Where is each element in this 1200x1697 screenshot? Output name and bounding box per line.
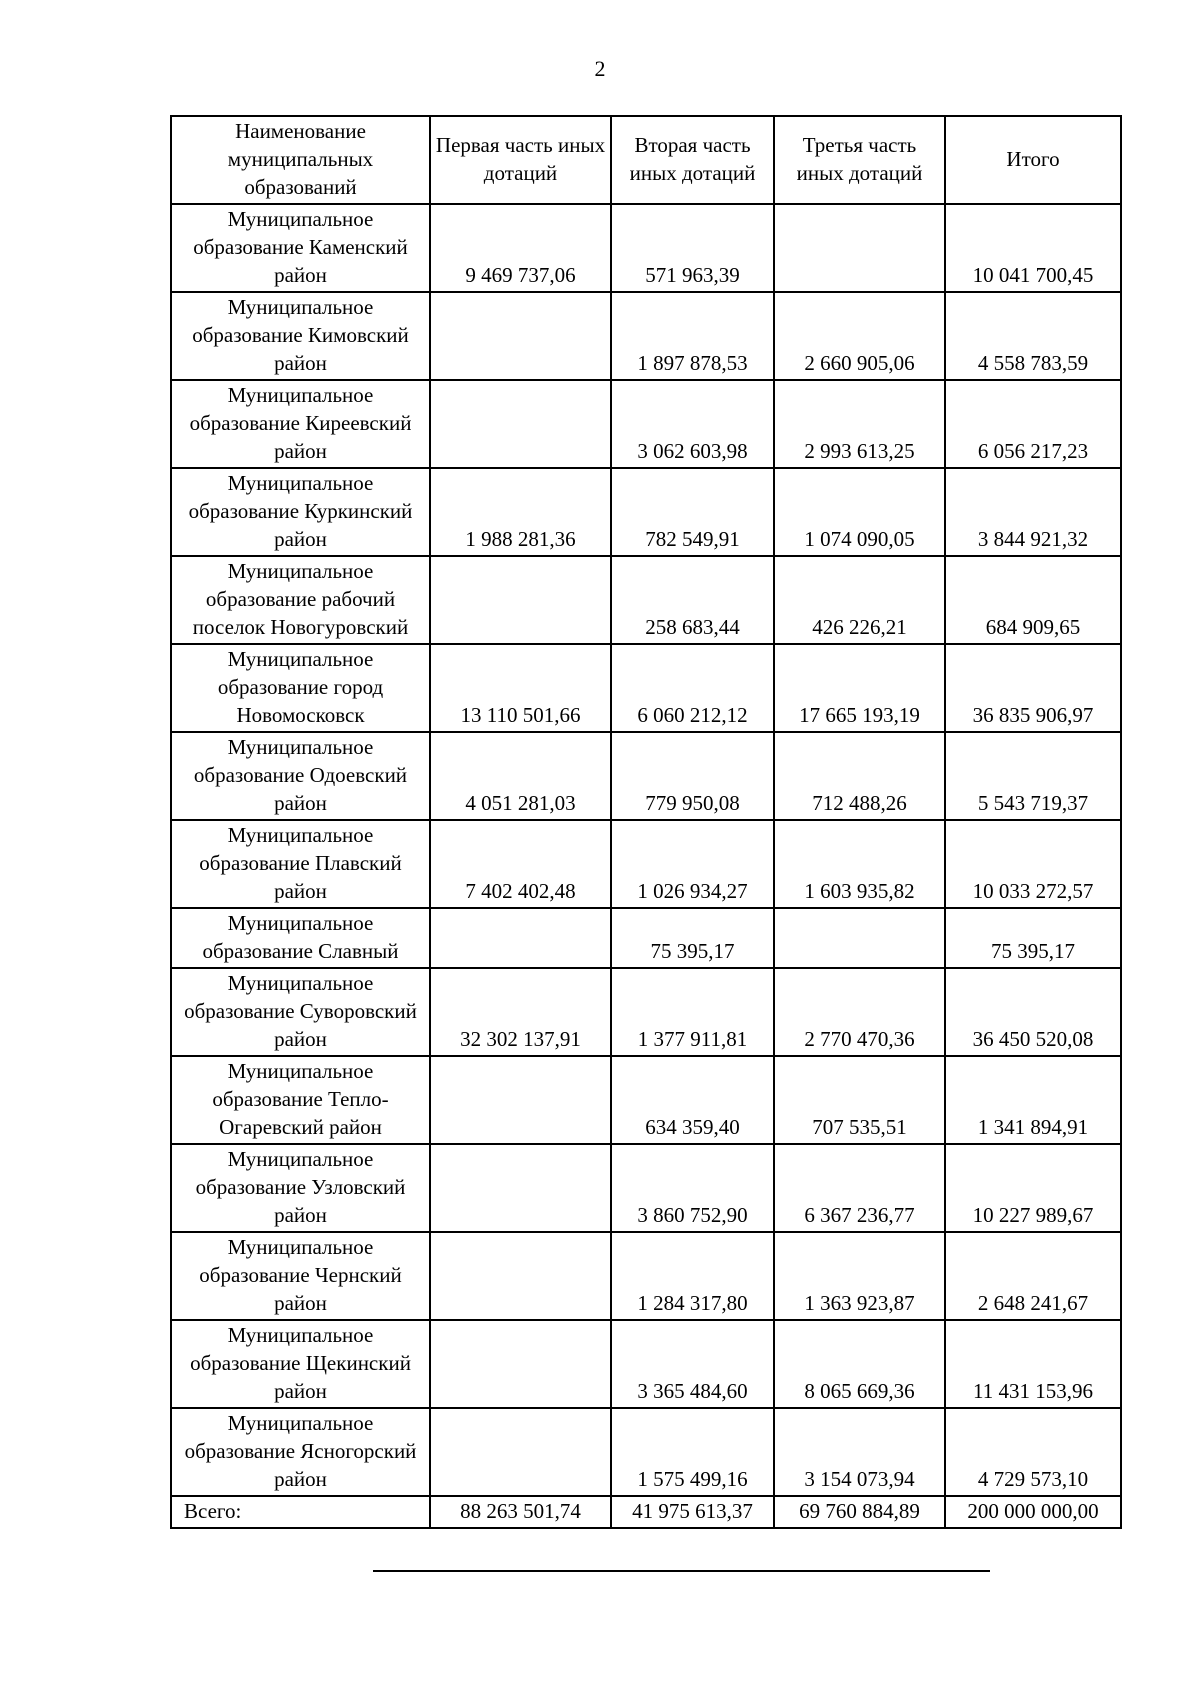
row-first-part	[430, 380, 611, 468]
row-third-part: 707 535,51	[774, 1056, 945, 1144]
row-second-part: 782 549,91	[611, 468, 774, 556]
table-row	[171, 732, 1121, 820]
row-first-part: 1 988 281,36	[430, 468, 611, 556]
header-municipality: Наименование муниципальных образований	[171, 116, 430, 204]
total-label: Всего:	[171, 1496, 430, 1528]
table-row	[171, 204, 1121, 292]
row-second-part: 634 359,40	[611, 1056, 774, 1144]
row-municipality-name: Муниципальное образование Суворовский район	[171, 968, 430, 1056]
table-row	[171, 820, 1121, 908]
row-second-part: 6 060 212,12	[611, 644, 774, 732]
row-municipality-name: Муниципальное образование Чернский район	[171, 1232, 430, 1320]
row-third-part	[774, 204, 945, 292]
row-third-part: 1 603 935,82	[774, 820, 945, 908]
table-header	[171, 116, 1121, 204]
table-row	[171, 968, 1121, 1056]
row-third-part: 426 226,21	[774, 556, 945, 644]
table-row	[171, 468, 1121, 556]
row-total: 684 909,65	[945, 556, 1121, 644]
row-municipality-name: Муниципальное образование город Новомосковск	[171, 644, 430, 732]
row-total: 10 227 989,67	[945, 1144, 1121, 1232]
table-row	[171, 644, 1121, 732]
total-second-part: 41 975 613,37	[611, 1496, 774, 1528]
row-third-part: 17 665 193,19	[774, 644, 945, 732]
row-second-part: 258 683,44	[611, 556, 774, 644]
row-third-part: 2 660 905,06	[774, 292, 945, 380]
row-municipality-name: Муниципальное образование Узловский район	[171, 1144, 430, 1232]
row-third-part: 2 770 470,36	[774, 968, 945, 1056]
row-total: 1 341 894,91	[945, 1056, 1121, 1144]
row-municipality-name: Муниципальное образование Куркинский район	[171, 468, 430, 556]
row-second-part: 1 897 878,53	[611, 292, 774, 380]
row-total: 36 835 906,97	[945, 644, 1121, 732]
row-first-part: 13 110 501,66	[430, 644, 611, 732]
row-total: 3 844 921,32	[945, 468, 1121, 556]
row-third-part: 2 993 613,25	[774, 380, 945, 468]
row-municipality-name: Муниципальное образование рабочий поселок Новогуровский	[171, 556, 430, 644]
table-row	[171, 556, 1121, 644]
table-row	[171, 1144, 1121, 1232]
page-number: 2	[594, 56, 606, 81]
row-municipality-name: Муниципальное образование Тепло-Огаревский район	[171, 1056, 430, 1144]
header-second-part: Вторая часть иных дотаций	[611, 116, 774, 204]
row-total: 10 033 272,57	[945, 820, 1121, 908]
row-municipality-name: Муниципальное образование Славный	[171, 908, 430, 968]
row-second-part: 779 950,08	[611, 732, 774, 820]
row-total: 10 041 700,45	[945, 204, 1121, 292]
row-municipality-name: Муниципальное образование Каменский район	[171, 204, 430, 292]
table-row	[171, 292, 1121, 380]
row-second-part: 1 284 317,80	[611, 1232, 774, 1320]
row-total: 75 395,17	[945, 908, 1121, 968]
grants-table	[170, 115, 1122, 1529]
total-row	[171, 1496, 1121, 1528]
row-third-part: 1 363 923,87	[774, 1232, 945, 1320]
row-second-part: 1 575 499,16	[611, 1408, 774, 1496]
table-row	[171, 908, 1121, 968]
header-third-part: Третья часть иных дотаций	[774, 116, 945, 204]
header-first-part: Первая часть иных дотаций	[430, 116, 611, 204]
total-first-part: 88 263 501,74	[430, 1496, 611, 1528]
row-total: 4 729 573,10	[945, 1408, 1121, 1496]
row-second-part: 3 860 752,90	[611, 1144, 774, 1232]
row-second-part: 75 395,17	[611, 908, 774, 968]
row-first-part: 32 302 137,91	[430, 968, 611, 1056]
row-first-part	[430, 908, 611, 968]
table-row	[171, 380, 1121, 468]
row-municipality-name: Муниципальное образование Щекинский район	[171, 1320, 430, 1408]
table-row	[171, 1232, 1121, 1320]
row-total: 5 543 719,37	[945, 732, 1121, 820]
row-total: 6 056 217,23	[945, 380, 1121, 468]
row-total: 2 648 241,67	[945, 1232, 1121, 1320]
row-first-part	[430, 1232, 611, 1320]
row-third-part: 6 367 236,77	[774, 1144, 945, 1232]
row-first-part	[430, 1408, 611, 1496]
row-third-part: 3 154 073,94	[774, 1408, 945, 1496]
row-third-part: 8 065 669,36	[774, 1320, 945, 1408]
row-first-part: 9 469 737,06	[430, 204, 611, 292]
row-first-part	[430, 292, 611, 380]
total-grand: 200 000 000,00	[945, 1496, 1121, 1528]
row-total: 11 431 153,96	[945, 1320, 1121, 1408]
total-third-part: 69 760 884,89	[774, 1496, 945, 1528]
header-total: Итого	[945, 116, 1121, 204]
row-municipality-name: Муниципальное образование Киреевский район	[171, 380, 430, 468]
row-first-part	[430, 1144, 611, 1232]
row-second-part: 1 026 934,27	[611, 820, 774, 908]
table-footer	[171, 1496, 1121, 1528]
row-third-part: 712 488,26	[774, 732, 945, 820]
table-row	[171, 1320, 1121, 1408]
row-municipality-name: Муниципальное образование Ясногорский район	[171, 1408, 430, 1496]
row-second-part: 3 062 603,98	[611, 380, 774, 468]
header-row	[171, 116, 1121, 204]
table-row	[171, 1408, 1121, 1496]
table-row	[171, 1056, 1121, 1144]
row-second-part: 1 377 911,81	[611, 968, 774, 1056]
row-first-part	[430, 1056, 611, 1144]
row-second-part: 571 963,39	[611, 204, 774, 292]
row-third-part: 1 074 090,05	[774, 468, 945, 556]
row-municipality-name: Муниципальное образование Кимовский район	[171, 292, 430, 380]
row-municipality-name: Муниципальное образование Одоевский район	[171, 732, 430, 820]
row-municipality-name: Муниципальное образование Плавский район	[171, 820, 430, 908]
row-first-part: 4 051 281,03	[430, 732, 611, 820]
closing-rule	[373, 1570, 990, 1572]
row-third-part	[774, 908, 945, 968]
row-total: 4 558 783,59	[945, 292, 1121, 380]
row-first-part: 7 402 402,48	[430, 820, 611, 908]
table-body	[171, 204, 1121, 1496]
row-first-part	[430, 1320, 611, 1408]
row-total: 36 450 520,08	[945, 968, 1121, 1056]
row-first-part	[430, 556, 611, 644]
row-second-part: 3 365 484,60	[611, 1320, 774, 1408]
